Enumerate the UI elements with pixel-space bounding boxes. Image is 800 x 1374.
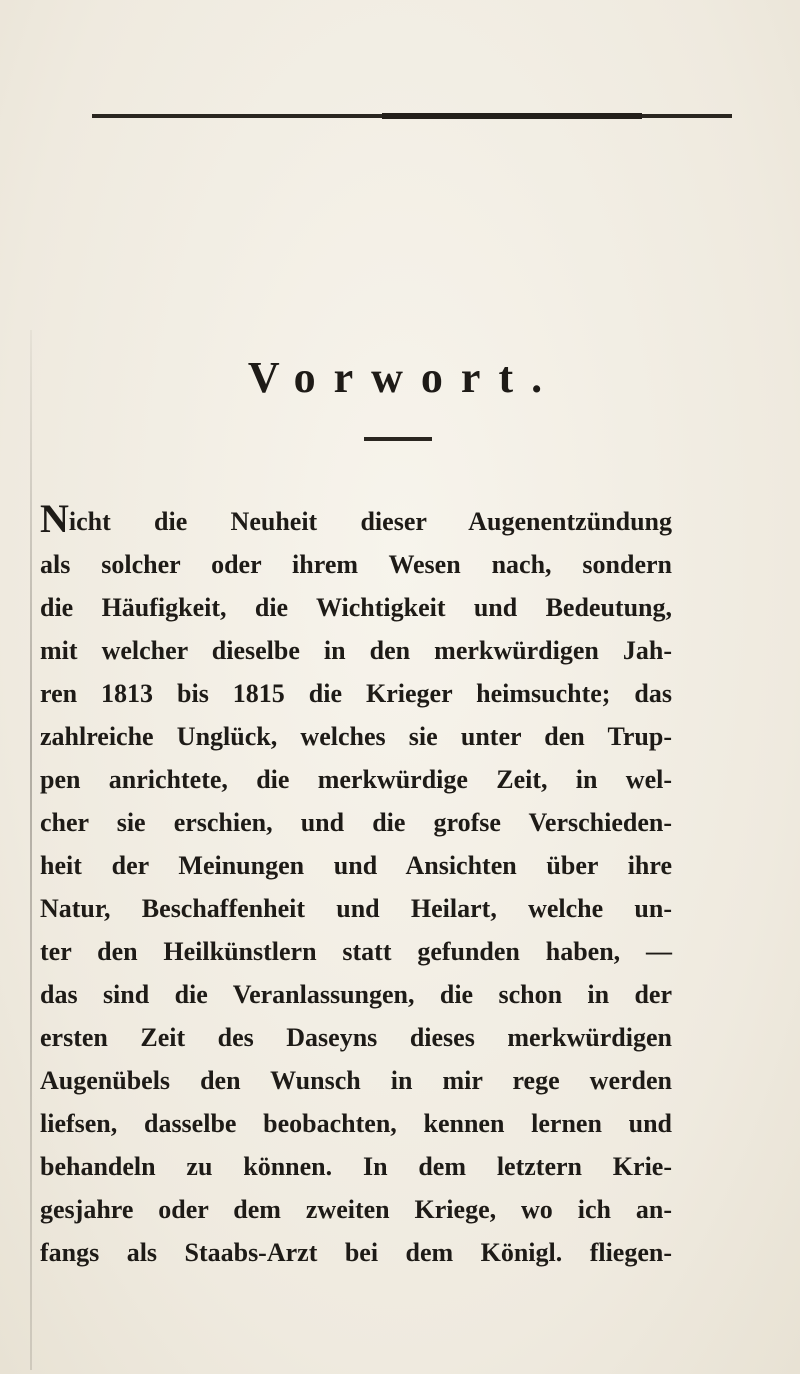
text-line: gesjahre oder dem zweiten Kriege, wo ich an-	[40, 1195, 672, 1224]
text-line: Natur, Beschaffenheit und Heilart, welche un-	[40, 894, 672, 923]
text-line: als solcher oder ihrem Wesen nach, sondern	[40, 550, 672, 579]
page-edge-shadow	[30, 330, 32, 1370]
text-line: ter den Heilkünstlern statt gefunden haben, —	[40, 937, 672, 966]
drop-cap: N	[40, 496, 69, 541]
text-line: ersten Zeit des Daseyns dieses merkwürdigen	[40, 1023, 672, 1052]
text-line: heit der Meinungen und Ansichten über ihre	[40, 851, 672, 880]
text-line: fangs als Staabs-Arzt bei dem Königl. fliegen-	[40, 1238, 672, 1267]
text-line: behandeln zu können. In dem letztern Krie-	[40, 1152, 672, 1181]
text-line: pen anrichtete, die merkwürdige Zeit, in wel-	[40, 765, 672, 794]
text-line: ren 1813 bis 1815 die Krieger heimsuchte; das	[40, 679, 672, 708]
body-text	[40, 496, 672, 1274]
header-rule	[92, 114, 732, 118]
title-rule	[364, 437, 432, 441]
text-line: Nicht die Neuheit dieser Augenentzündung	[40, 496, 672, 541]
text-line: die Häufigkeit, die Wichtigkeit und Bedeutung,	[40, 593, 672, 622]
text-line: das sind die Veranlassungen, die schon in der	[40, 980, 672, 1009]
text-line: cher sie erschien, und die grofse Verschieden-	[40, 808, 672, 837]
text-line: zahlreiche Unglück, welches sie unter den Trup-	[40, 722, 672, 751]
text-line: Augenübels den Wunsch in mir rege werden	[40, 1066, 672, 1095]
text-line: liefsen, dasselbe beobachten, kennen lernen und	[40, 1109, 672, 1138]
page-title: Vorwort.	[247, 353, 561, 402]
text-line: mit welcher dieselbe in den merkwürdigen Jah-	[40, 636, 672, 665]
